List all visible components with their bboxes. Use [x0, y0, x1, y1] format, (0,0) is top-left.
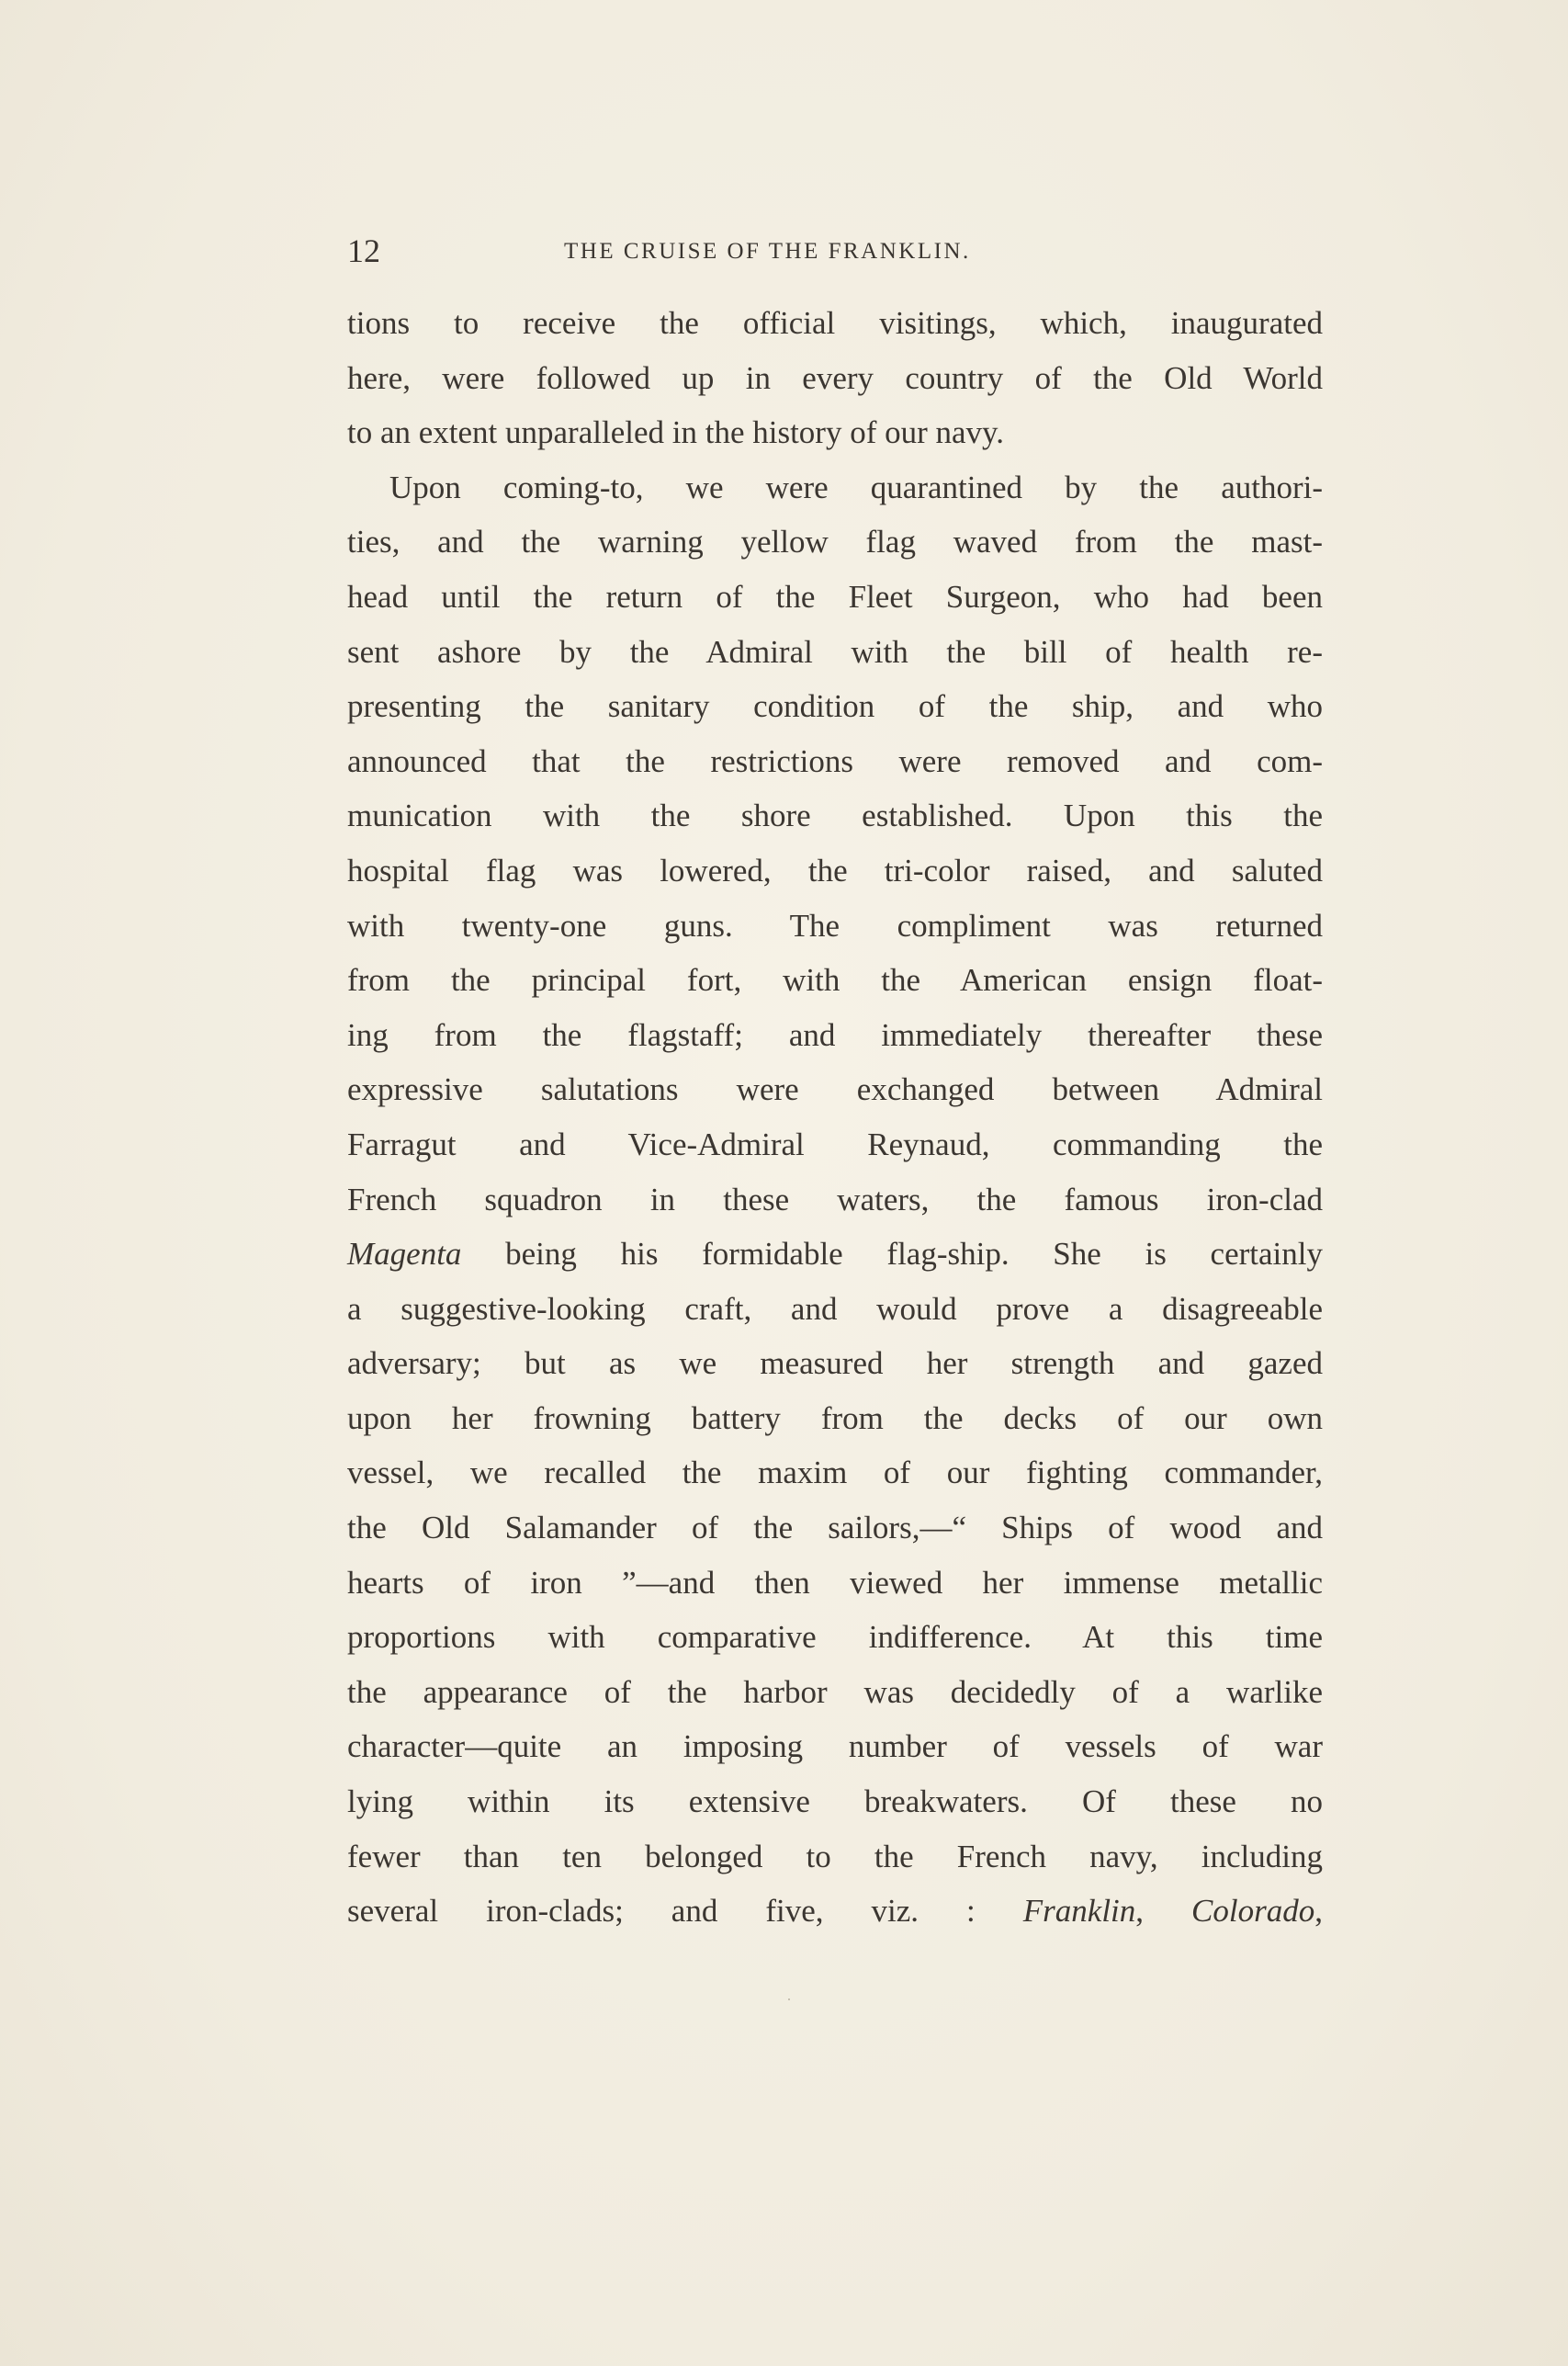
text-line-start: several iron-clads; and five, viz. :: [347, 1893, 1023, 1930]
text-line: vessel, we recalled the maxim of our fighting commander,: [347, 1455, 1323, 1491]
running-head: THE CRUISE OF THE FRANKLIN.: [564, 239, 971, 264]
text-line: French squadron in these waters, the famous iron-clad: [347, 1181, 1323, 1217]
text-line: sent ashore by the Admiral with the bill of health re-: [347, 633, 1323, 670]
text-line: [347, 1227, 1323, 1282]
text-line: ties, and the warning yellow flag waved from the mast-: [347, 524, 1323, 560]
text-line: fewer than ten belonged to the French navy, including: [347, 1838, 1323, 1874]
text-line: munication with the shore established. Upon this the: [347, 798, 1323, 834]
text-line: tions to receive the official visitings, which, inaugurated: [347, 305, 1323, 341]
text-line: expressive salutations were exchanged between Admiral: [347, 1071, 1323, 1108]
text-line: announced that the restrictions were removed and com-: [347, 742, 1323, 779]
text-line: upon her frowning battery from the decks of our own: [347, 1399, 1323, 1436]
text-line: proportions with comparative indifference. At this time: [347, 1619, 1323, 1656]
paragraph-start-line: Upon coming-to, we were quarantined by the authori-: [389, 469, 1323, 505]
text-line: here, were followed up in every country of the Old World: [347, 359, 1323, 396]
text-line: [347, 1884, 1323, 1939]
text-line: character—quite an imposing number of vessels of war: [347, 1728, 1323, 1765]
text-line: [347, 405, 1323, 460]
separator: ,: [1135, 1893, 1192, 1930]
text-line: the Old Salamander of the sailors,—“ Ships of wood and: [347, 1510, 1323, 1546]
text-line: hearts of iron ”—and then viewed her immense metallic: [347, 1564, 1323, 1601]
text-line-content: to an extent unparalleled in the history of our navy.: [347, 414, 1005, 451]
text-line: a suggestive-looking craft, and would prove a disagreeable: [347, 1290, 1323, 1327]
text-line: adversary; but as we measured her strength and gazed: [347, 1345, 1323, 1382]
text-line: with twenty-one guns. The compliment was returned: [347, 907, 1323, 944]
paper-speck: [788, 1998, 790, 2000]
page-number: 12: [347, 232, 380, 269]
text-line: hospital flag was lowered, the tri-color raised, and saluted: [347, 852, 1323, 889]
ship-name-italic: Colorado: [1191, 1893, 1315, 1930]
ship-name-italic: Magenta: [347, 1236, 462, 1273]
text-line: from the principal fort, with the American ensign float-: [347, 962, 1323, 999]
ship-name-italic: Franklin: [1022, 1893, 1136, 1930]
text-line: presenting the sanitary condition of the ship, and who: [347, 688, 1323, 725]
text-line: the appearance of the harbor was decidedly of a warlike: [347, 1673, 1323, 1710]
page-header: [347, 228, 1321, 274]
text-line: ing from the flagstaff; and immediately thereafter these: [347, 1016, 1323, 1053]
text-line: Farragut and Vice-Admiral Reynaud, commanding the: [347, 1126, 1323, 1162]
trailing-comma: ,: [1314, 1893, 1323, 1930]
text-line: head until the return of the Fleet Surgeon, who had been: [347, 578, 1323, 615]
text-line-rest: being his formidable flag-ship. She is certainly: [461, 1236, 1323, 1273]
body-text: [347, 296, 1323, 1939]
text-line: lying within its extensive breakwaters. Of these no: [347, 1783, 1323, 1820]
